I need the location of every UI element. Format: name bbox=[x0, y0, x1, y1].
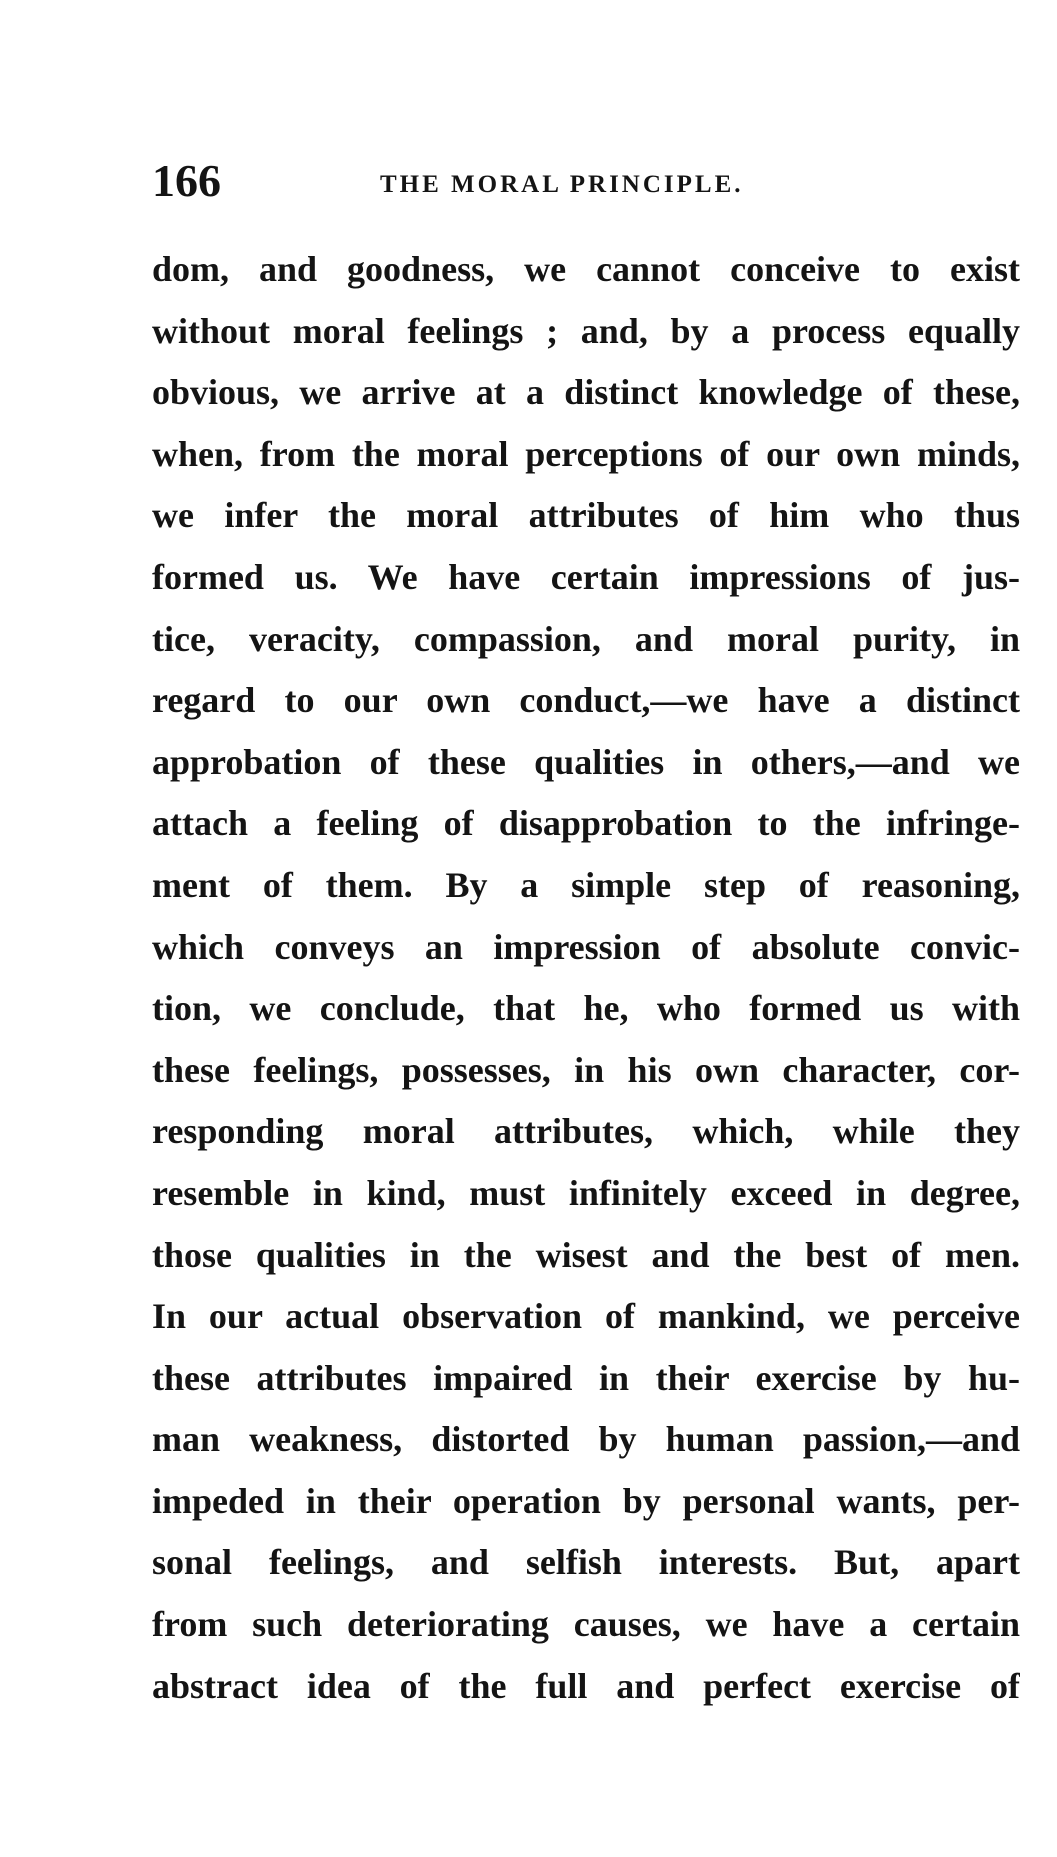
text-line: tion, we conclude, that he, who formed us with bbox=[152, 988, 1020, 1029]
text-line: without moral feelings ; and, by a process equally bbox=[152, 310, 1020, 351]
running-head bbox=[152, 155, 1022, 208]
text-line: which conveys an impression of absolute convic- bbox=[152, 926, 1020, 967]
text-line: approbation of these qualities in others,—and we bbox=[152, 741, 1020, 782]
text-line: abstract idea of the full and perfect exercise of bbox=[152, 1665, 1020, 1706]
text-line: In our actual observation of mankind, we perceive bbox=[152, 1296, 1020, 1337]
text-line: we infer the moral attributes of him who thus bbox=[152, 495, 1020, 536]
text-line: these feelings, possesses, in his own character, cor- bbox=[152, 1049, 1020, 1090]
text-line: responding moral attributes, which, while they bbox=[152, 1111, 1020, 1152]
text-line: those qualities in the wisest and the best of men. bbox=[152, 1234, 1020, 1275]
text-line: formed us. We have certain impressions of jus- bbox=[152, 556, 1020, 597]
text-line: dom, and goodness, we cannot conceive to exist bbox=[152, 249, 1020, 289]
running-title: THE MORAL PRINCIPLE. bbox=[380, 171, 744, 198]
text-line: tice, veracity, compassion, and moral purity, in bbox=[152, 618, 1020, 659]
text-line: impeded in their operation by personal wants, per- bbox=[152, 1480, 1020, 1521]
body-text bbox=[152, 246, 1020, 1724]
text-line: from such deteriorating causes, we have a certain bbox=[152, 1604, 1020, 1645]
text-line: when, from the moral perceptions of our own minds, bbox=[152, 433, 1020, 474]
text-line: sonal feelings, and selfish interests. But, apart bbox=[152, 1542, 1020, 1583]
text-line: man weakness, distorted by human passion,—and bbox=[152, 1419, 1020, 1460]
text-line: regard to our own conduct,—we have a distinct bbox=[152, 680, 1020, 721]
text-line: ment of them. By a simple step of reasoning, bbox=[152, 864, 1020, 905]
text-line: obvious, we arrive at a distinct knowledge of these, bbox=[152, 372, 1020, 413]
page-number: 166 bbox=[152, 155, 221, 206]
text-line: resemble in kind, must infinitely exceed in degree, bbox=[152, 1172, 1020, 1213]
text-line: these attributes impaired in their exercise by hu- bbox=[152, 1357, 1020, 1398]
text-line: attach a feeling of disapprobation to the infringe- bbox=[152, 803, 1020, 844]
